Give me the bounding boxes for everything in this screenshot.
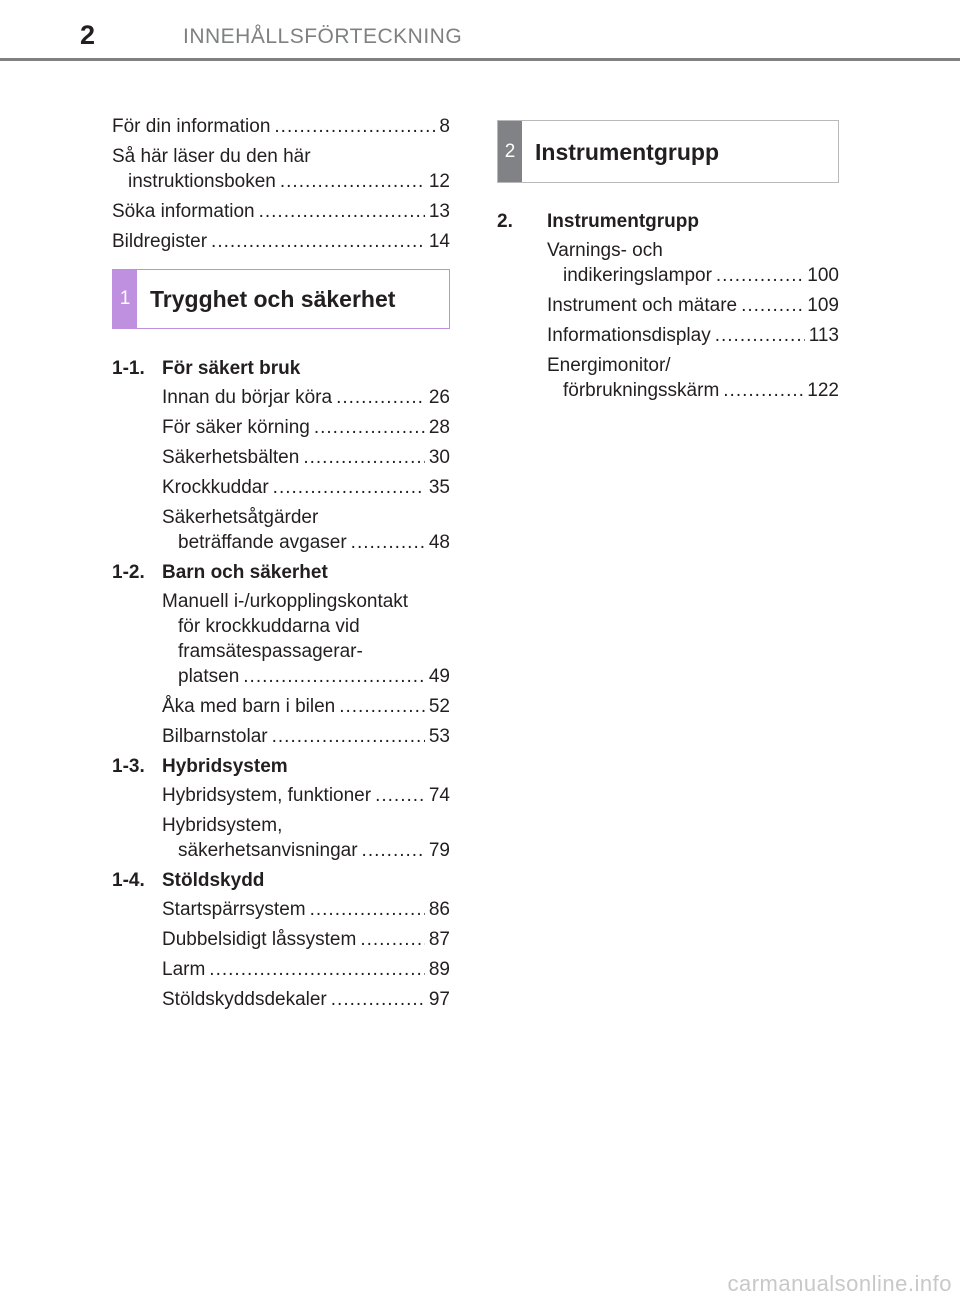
toc-entry-title: platsen — [178, 666, 240, 687]
toc-entry-title: instruktionsboken — [128, 171, 276, 192]
section-2-tab: 2 — [498, 121, 522, 182]
right-column — [497, 120, 839, 408]
toc-entry-title: Söka information — [112, 201, 255, 222]
section-1-chapters — [112, 356, 450, 1012]
chapter-items — [112, 897, 450, 1012]
toc-entry-title: Larm — [162, 959, 206, 980]
dot-leader — [303, 445, 425, 470]
page-header — [0, 0, 960, 62]
toc-entry-page: 109 — [807, 295, 839, 316]
toc-entry[interactable] — [162, 505, 450, 555]
toc-entry-page: 113 — [808, 325, 839, 346]
dot-leader — [209, 957, 425, 982]
toc-entry[interactable] — [162, 927, 450, 952]
toc-entry-page: 14 — [428, 231, 450, 252]
toc-entry[interactable] — [112, 199, 450, 224]
chapter-items — [112, 783, 450, 863]
toc-entry-page: 48 — [428, 532, 450, 553]
dot-leader — [723, 378, 803, 403]
toc-entry-title: förbrukningsskärm — [563, 380, 720, 401]
chapter-title: Instrumentgrupp — [547, 211, 699, 232]
toc-entry-title: indikeringslampor — [563, 265, 712, 286]
toc-entry[interactable] — [162, 897, 450, 922]
intro-list — [112, 114, 450, 254]
toc-entry-title: för krockkuddarna vid — [178, 616, 360, 637]
chapter-heading[interactable] — [112, 868, 450, 893]
chapter-heading[interactable] — [112, 560, 450, 585]
toc-entry[interactable] — [547, 353, 839, 403]
toc-entry-page: 35 — [428, 477, 450, 498]
header-rule — [0, 58, 960, 61]
chapter-title: För säkert bruk — [162, 358, 301, 379]
dot-leader — [360, 927, 425, 952]
toc-entry[interactable] — [162, 987, 450, 1012]
chapter-number: 1-3. — [112, 756, 145, 777]
chapter-items — [497, 238, 839, 403]
chapter-number: 1-2. — [112, 562, 145, 583]
toc-chapter — [112, 754, 450, 863]
toc-entry-title: För säker körning — [162, 417, 310, 438]
dot-leader — [274, 114, 435, 139]
chapter-title: Barn och säkerhet — [162, 562, 328, 583]
section-2-title: Instrumentgrupp — [535, 138, 719, 165]
toc-entry-title: Bilbarnstolar — [162, 726, 268, 747]
toc-entry[interactable] — [162, 385, 450, 410]
toc-entry[interactable] — [162, 415, 450, 440]
toc-entry-page: 30 — [428, 447, 450, 468]
toc-entry-page: 122 — [807, 380, 839, 401]
dot-leader — [280, 169, 425, 194]
toc-entry-title: Informationsdisplay — [547, 325, 711, 346]
toc-entry-title: Hybridsystem, — [162, 815, 283, 836]
section-2-chapters — [497, 209, 839, 403]
toc-entry-page: 49 — [428, 666, 450, 687]
dot-leader — [715, 323, 805, 348]
dot-leader — [336, 385, 425, 410]
toc-entry-page: 13 — [428, 201, 450, 222]
toc-entry-page: 28 — [428, 417, 450, 438]
toc-entry-page: 89 — [428, 959, 450, 980]
toc-entry-title: Dubbelsidigt låssystem — [162, 929, 357, 950]
toc-entry-page: 97 — [428, 989, 450, 1010]
toc-entry[interactable] — [162, 694, 450, 719]
toc-entry-title: Krockkuddar — [162, 477, 269, 498]
toc-entry-page: 74 — [428, 785, 450, 806]
section-2-box[interactable] — [497, 120, 839, 183]
toc-entry[interactable] — [112, 114, 450, 139]
chapter-items — [112, 589, 450, 749]
dot-leader — [243, 664, 425, 689]
dot-leader — [339, 694, 425, 719]
toc-chapter — [112, 868, 450, 1012]
section-1-title: Trygghet och säkerhet — [150, 286, 396, 312]
dot-leader — [310, 897, 425, 922]
toc-entry-title: Stöldskyddsdekaler — [162, 989, 327, 1010]
dot-leader — [362, 838, 425, 863]
toc-entry[interactable] — [162, 957, 450, 982]
page-number: 2 — [80, 20, 96, 50]
dot-leader — [351, 530, 425, 555]
chapter-heading[interactable] — [112, 754, 450, 779]
toc-entry[interactable] — [162, 813, 450, 863]
toc-entry[interactable] — [162, 783, 450, 808]
toc-entry-page: 8 — [439, 116, 450, 137]
toc-entry-title: beträffande avgaser — [178, 532, 347, 553]
toc-entry-page: 79 — [428, 840, 450, 861]
chapter-number: 2. — [497, 211, 513, 232]
toc-entry-title: framsätespassagerar- — [178, 641, 363, 662]
section-1-box[interactable] — [112, 269, 450, 329]
dot-leader — [259, 199, 425, 224]
toc-entry-title: Bildregister — [112, 231, 208, 252]
toc-entry[interactable] — [547, 293, 839, 318]
chapter-number: 1-4. — [112, 870, 145, 891]
toc-entry-title: säkerhetsanvisningar — [178, 840, 358, 861]
chapter-title: Hybridsystem — [162, 756, 288, 777]
toc-chapter — [497, 209, 839, 403]
toc-entry-title: Innan du börjar köra — [162, 387, 333, 408]
toc-entry-title: Hybridsystem, funktioner — [162, 785, 372, 806]
toc-entry[interactable] — [112, 144, 450, 194]
chapter-number: 1-1. — [112, 358, 145, 379]
dot-leader — [314, 415, 425, 440]
chapter-items — [112, 385, 450, 555]
toc-entry-title: Energimonitor/ — [547, 355, 671, 376]
chapter-heading[interactable] — [497, 209, 839, 234]
dot-leader — [272, 724, 425, 749]
toc-entry-title: Manuell i-/urkopplingskontakt — [162, 591, 409, 612]
dot-leader — [741, 293, 803, 318]
toc-entry[interactable] — [547, 238, 839, 288]
toc-chapter — [112, 560, 450, 749]
toc-entry-title: Instrument och mätare — [547, 295, 738, 316]
dot-leader — [273, 475, 425, 500]
toc-entry-page: 53 — [428, 726, 450, 747]
toc-entry-title: Åka med barn i bilen — [162, 696, 336, 717]
toc-entry-title: Så här läser du den här — [112, 146, 311, 167]
dot-leader — [375, 783, 425, 808]
toc-entry-page: 87 — [428, 929, 450, 950]
dot-leader — [331, 987, 425, 1012]
toc-entry[interactable] — [162, 445, 450, 470]
toc-entry-page: 12 — [428, 171, 450, 192]
toc-entry-title: Säkerhetsåtgärder — [162, 507, 319, 528]
toc-entry[interactable] — [112, 229, 450, 254]
left-column — [112, 114, 450, 1017]
toc-entry-page: 26 — [428, 387, 450, 408]
toc-entry-title: Säkerhetsbälten — [162, 447, 300, 468]
toc-entry[interactable] — [162, 589, 450, 689]
toc-entry[interactable] — [162, 724, 450, 749]
chapter-title: Stöldskydd — [162, 870, 265, 891]
chapter-heading[interactable] — [112, 356, 450, 381]
dot-leader — [716, 263, 803, 288]
toc-chapter — [112, 356, 450, 555]
toc-entry-page: 52 — [428, 696, 450, 717]
toc-entry-title: För din information — [112, 116, 271, 137]
toc-entry-page: 100 — [807, 265, 839, 286]
watermark: carmanualsonline.info — [727, 1271, 952, 1296]
toc-entry[interactable] — [547, 323, 839, 348]
toc-entry-title: Varnings- och — [547, 240, 663, 261]
toc-entry-page: 86 — [428, 899, 450, 920]
section-1-tab: 1 — [113, 270, 137, 328]
dot-leader — [211, 229, 425, 254]
toc-entry[interactable] — [162, 475, 450, 500]
toc-entry-title: Startspärrsystem — [162, 899, 306, 920]
running-title: INNEHÅLLSFÖRTECKNING — [183, 25, 463, 48]
